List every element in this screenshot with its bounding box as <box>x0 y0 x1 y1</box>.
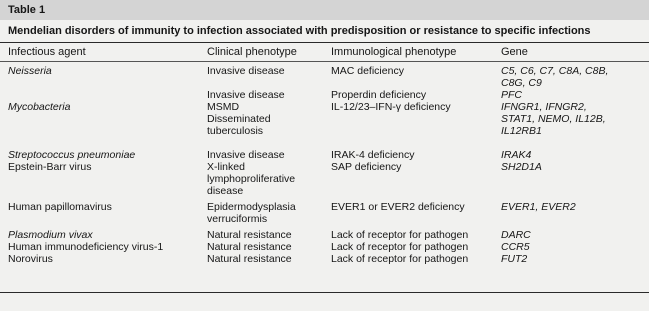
clinical-cell: Natural resistance <box>207 253 292 265</box>
clinical-cell: Disseminated tuberculosis <box>207 113 271 137</box>
table-row <box>0 101 649 113</box>
table-row <box>0 201 649 229</box>
gene-cell: DARC <box>501 229 531 241</box>
agent-cell: Epstein-Barr virus <box>8 161 92 173</box>
table-row <box>0 113 649 149</box>
table-label: Table 1 <box>0 0 649 20</box>
gene-cell: IFNGR1, IFNGR2, <box>501 101 587 113</box>
agent-cell: Norovirus <box>8 253 53 265</box>
clinical-cell: Natural resistance <box>207 229 292 241</box>
gene-cell: FUT2 <box>501 253 528 265</box>
clinical-cell: X-linked lymphoproliferative disease <box>207 161 296 197</box>
gene-cell: SH2D1A <box>501 161 542 173</box>
clinical-cell: Natural resistance <box>207 241 292 253</box>
clinical-cell: Invasive disease <box>207 149 285 161</box>
agent-cell: Streptococcus pneumoniae <box>8 149 136 161</box>
clinical-cell: Invasive disease <box>207 65 285 77</box>
immuno-cell: Lack of receptor for pathogen <box>331 241 469 253</box>
table-row <box>0 89 649 101</box>
agent-cell: Human immunodeficiency virus-1 <box>8 241 164 253</box>
header-agent: Infectious agent <box>8 46 86 58</box>
table-row <box>0 161 649 201</box>
immuno-cell: IL-12/23–IFN-γ deficiency <box>331 101 451 113</box>
header-gene: Gene <box>501 46 528 58</box>
gene-cell: IRAK4 <box>501 149 532 161</box>
clinical-cell: Invasive disease <box>207 89 285 101</box>
immuno-cell: IRAK-4 deficiency <box>331 149 415 161</box>
table-caption: Mendelian disorders of immunity to infection associated with predisposition or resistance to specific infections <box>0 21 649 43</box>
table-row <box>0 253 649 265</box>
gene-cell: STAT1, NEMO, IL12B, IL12RB1 <box>501 113 606 137</box>
immuno-cell: Lack of receptor for pathogen <box>331 253 469 265</box>
gene-cell: EVER1, EVER2 <box>501 201 576 213</box>
agent-cell: Neisseria <box>8 65 52 77</box>
immuno-cell: EVER1 or EVER2 deficiency <box>331 201 465 213</box>
gene-cell: PFC <box>501 89 522 101</box>
table-row <box>0 241 649 253</box>
bottom-rule <box>0 292 649 293</box>
table-body <box>0 65 649 265</box>
immuno-cell: Lack of receptor for pathogen <box>331 229 469 241</box>
header-clinical: Clinical phenotype <box>207 46 297 58</box>
table-row <box>0 149 649 161</box>
agent-cell: Human papillomavirus <box>8 201 112 213</box>
agent-cell: Plasmodium vivax <box>8 229 93 241</box>
clinical-cell: MSMD <box>207 101 240 113</box>
immuno-cell: MAC deficiency <box>331 65 404 77</box>
header-immunological: Immunological phenotype <box>331 46 457 58</box>
agent-cell: Mycobacteria <box>8 101 71 113</box>
header-row <box>0 43 649 62</box>
immuno-cell: SAP deficiency <box>331 161 402 173</box>
immuno-cell: Properdin deficiency <box>331 89 427 101</box>
gene-cell: CCR5 <box>501 241 530 253</box>
clinical-cell: Epidermodysplasia verruciformis <box>207 201 296 225</box>
gene-cell: C5, C6, C7, C8A, C8B, C8G, C9 <box>501 65 609 89</box>
table-row <box>0 229 649 241</box>
table-row <box>0 65 649 89</box>
